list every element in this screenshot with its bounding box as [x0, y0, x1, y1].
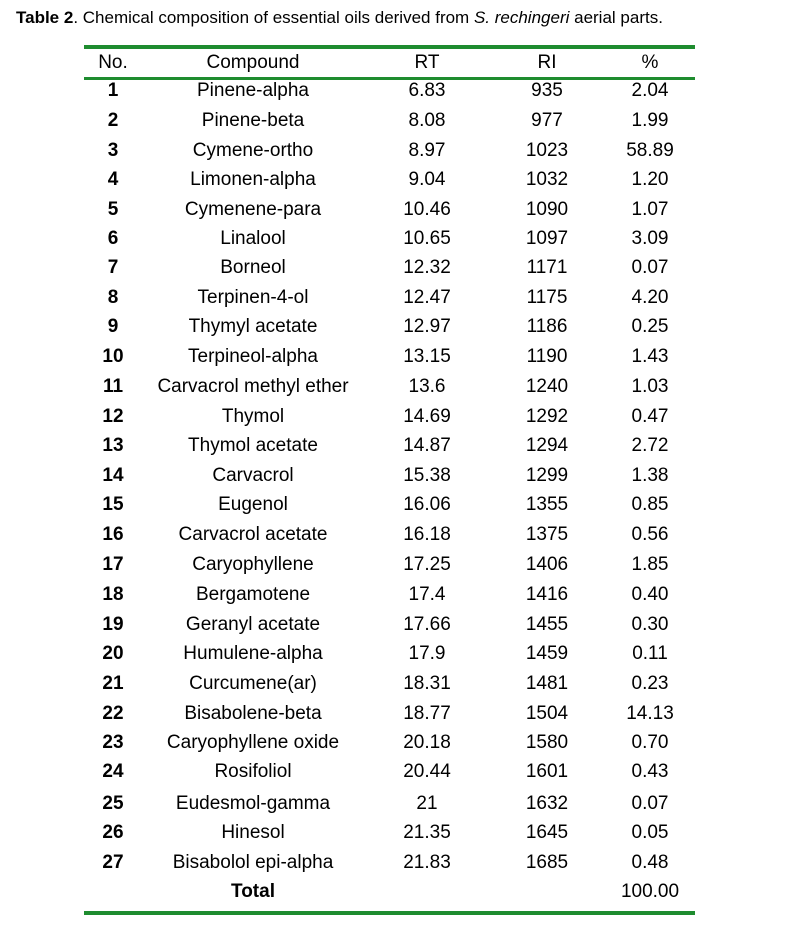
cell-ri: 1406	[525, 554, 569, 575]
cell-ri: 1023	[525, 140, 569, 161]
cell-compound: Pinene-beta	[201, 110, 305, 131]
cell-rt: 12.97	[403, 316, 451, 337]
cell-ri: 1601	[525, 761, 569, 782]
cell-ri: 1481	[525, 673, 569, 694]
cell-ri: 935	[531, 80, 563, 101]
cell-rt: 18.31	[403, 673, 451, 694]
cell-no: 19	[102, 614, 124, 635]
table-row	[84, 790, 695, 818]
cell-compound: Terpinen-4-ol	[197, 287, 309, 308]
cell-no: 22	[102, 703, 124, 724]
cell-no: 6	[107, 228, 119, 249]
cell-no: 10	[102, 346, 124, 367]
cell-compound: Carvacrol methyl ether	[157, 376, 349, 397]
cell-no: 18	[102, 584, 124, 605]
table-row	[84, 225, 695, 253]
cell-percent: 1.38	[631, 465, 669, 486]
table-row	[84, 611, 695, 639]
cell-compound: Thymyl acetate	[188, 316, 318, 337]
cell-ri: 1504	[525, 703, 569, 724]
cell-no: 2	[107, 110, 119, 131]
table-row	[84, 196, 695, 224]
cell-compound: Cymenene-para	[184, 199, 322, 220]
cell-percent: 2.04	[631, 80, 669, 101]
cell-no: 4	[107, 169, 119, 190]
table-row	[84, 254, 695, 282]
cell-percent: 4.20	[631, 287, 669, 308]
cell-ri: 1240	[525, 376, 569, 397]
table-row	[84, 313, 695, 341]
cell-compound: Hinesol	[221, 822, 285, 843]
cell-compound: Limonen-alpha	[190, 169, 316, 190]
cell-ri: 1632	[525, 793, 569, 814]
table-row	[84, 819, 695, 847]
cell-no: 26	[102, 822, 124, 843]
caption-text-after: aerial parts.	[569, 8, 663, 27]
cell-no: 12	[102, 406, 124, 427]
cell-ri: 1299	[525, 465, 569, 486]
cell-rt: 21	[416, 793, 438, 814]
cell-rt: 14.87	[403, 435, 451, 456]
cell-ri: 1090	[525, 199, 569, 220]
cell-ri: 1171	[526, 257, 568, 278]
cell-no: 5	[107, 199, 119, 220]
cell-percent: 0.70	[631, 732, 669, 753]
cell-ri: 1455	[525, 614, 569, 635]
cell-percent: 0.40	[631, 584, 669, 605]
cell-ri: 1032	[525, 169, 569, 190]
table-row	[84, 373, 695, 401]
cell-rt: 20.44	[403, 761, 451, 782]
caption-species: S. rechingeri	[473, 8, 570, 27]
cell-percent: 0.25	[631, 316, 669, 337]
cell-no: 1	[107, 80, 119, 101]
cell-no: 13	[102, 435, 124, 456]
table-row	[84, 729, 695, 757]
table-row	[84, 77, 695, 105]
table-row	[84, 403, 695, 431]
cell-ri: 1459	[525, 643, 569, 664]
header-no: No.	[98, 52, 128, 73]
cell-percent: 1.20	[631, 169, 669, 190]
cell-no: 3	[107, 140, 119, 161]
cell-percent: 0.85	[631, 494, 669, 515]
cell-no: 23	[102, 732, 124, 753]
cell-percent: 3.09	[631, 228, 669, 249]
cell-percent: 0.30	[631, 614, 669, 635]
cell-compound: Thymol	[221, 406, 285, 427]
cell-percent: 0.05	[631, 822, 669, 843]
table-caption	[16, 8, 663, 28]
cell-ri: 1175	[526, 287, 568, 308]
table-row	[84, 758, 695, 786]
cell-percent: 14.13	[626, 703, 674, 724]
cell-compound: Linalool	[220, 228, 286, 249]
cell-rt: 17.4	[408, 584, 446, 605]
cell-rt: 17.66	[403, 614, 451, 635]
table-row	[84, 343, 695, 371]
table-row	[84, 670, 695, 698]
caption-label: Table 2	[16, 8, 74, 27]
cell-no: 7	[107, 257, 119, 278]
cell-no: 24	[102, 761, 124, 782]
cell-ri: 1580	[525, 732, 569, 753]
cell-compound: Thymol acetate	[188, 435, 318, 456]
cell-ri: 1294	[525, 435, 569, 456]
cell-no: 14	[102, 465, 124, 486]
table-header-row	[84, 49, 695, 77]
cell-ri: 1186	[526, 316, 568, 337]
cell-percent: 1.43	[631, 346, 669, 367]
cell-no: 25	[102, 793, 124, 814]
table-row	[84, 284, 695, 312]
cell-percent: 1.85	[631, 554, 669, 575]
cell-percent: 0.48	[631, 852, 669, 873]
header-ri: RI	[537, 52, 557, 73]
cell-ri: 1292	[525, 406, 569, 427]
cell-ri: 1645	[525, 822, 569, 843]
cell-percent: 1.03	[631, 376, 669, 397]
cell-percent: 0.11	[632, 643, 668, 664]
cell-rt: 21.35	[403, 822, 451, 843]
header-compound: Compound	[206, 52, 300, 73]
cell-compound: Curcumene(ar)	[189, 673, 317, 694]
cell-no: 20	[102, 643, 124, 664]
header-rt: RT	[414, 52, 440, 73]
table-bottom-rule	[84, 911, 695, 915]
cell-rt: 15.38	[403, 465, 451, 486]
cell-percent: 1.07	[631, 199, 669, 220]
cell-percent: 0.23	[631, 673, 669, 694]
total-label: Total	[231, 881, 275, 902]
cell-compound: Bergamotene	[195, 584, 311, 605]
cell-rt: 17.9	[408, 643, 446, 664]
table-row	[84, 462, 695, 490]
total-percent: 100.00	[620, 881, 680, 902]
cell-percent: 0.07	[631, 257, 669, 278]
cell-rt: 10.65	[403, 228, 451, 249]
cell-rt: 14.69	[403, 406, 451, 427]
table-row	[84, 521, 695, 549]
cell-rt: 16.06	[403, 494, 451, 515]
cell-no: 21	[102, 673, 124, 694]
table-total-row	[84, 878, 695, 906]
cell-percent: 2.72	[631, 435, 669, 456]
table-row	[84, 107, 695, 135]
cell-rt: 17.25	[403, 554, 451, 575]
table-row	[84, 581, 695, 609]
table-row	[84, 849, 695, 877]
cell-percent: 1.99	[631, 110, 669, 131]
cell-ri: 1685	[525, 852, 569, 873]
table-row	[84, 640, 695, 668]
cell-percent: 0.43	[631, 761, 669, 782]
cell-percent: 58.89	[626, 140, 674, 161]
cell-compound: Bisabolene-beta	[184, 703, 322, 724]
cell-rt: 16.18	[403, 524, 451, 545]
cell-compound: Pinene-alpha	[197, 80, 309, 101]
table-row	[84, 166, 695, 194]
cell-compound: Cymene-ortho	[192, 140, 314, 161]
caption-text-before: . Chemical composition of essential oils derived from	[73, 8, 474, 27]
cell-compound: Carvacrol	[212, 465, 294, 486]
cell-percent: 0.47	[631, 406, 669, 427]
cell-no: 11	[102, 376, 124, 397]
table-row	[84, 551, 695, 579]
cell-compound: Caryophyllene oxide	[166, 732, 340, 753]
cell-percent: 0.56	[631, 524, 669, 545]
cell-no: 15	[102, 494, 124, 515]
cell-no: 17	[102, 554, 124, 575]
cell-rt: 13.15	[403, 346, 451, 367]
cell-ri: 1190	[526, 346, 568, 367]
cell-rt: 10.46	[403, 199, 451, 220]
cell-rt: 8.08	[408, 110, 446, 131]
cell-compound: Rosifoliol	[214, 761, 292, 782]
cell-no: 16	[102, 524, 124, 545]
cell-compound: Eudesmol-gamma	[175, 793, 331, 814]
cell-compound: Caryophyllene	[192, 554, 314, 575]
cell-rt: 21.83	[403, 852, 451, 873]
cell-ri: 1355	[525, 494, 569, 515]
cell-compound: Eugenol	[218, 494, 288, 515]
header-percent: %	[641, 52, 659, 73]
cell-compound: Bisabolol epi-alpha	[172, 852, 334, 873]
cell-ri: 1416	[525, 584, 569, 605]
cell-compound: Terpineol-alpha	[188, 346, 318, 367]
cell-no: 27	[102, 852, 124, 873]
cell-rt: 9.04	[408, 169, 446, 190]
cell-rt: 8.97	[408, 140, 446, 161]
table-row	[84, 700, 695, 728]
cell-rt: 6.83	[408, 80, 446, 101]
cell-ri: 977	[531, 110, 563, 131]
cell-compound: Humulene-alpha	[183, 643, 323, 664]
table-row	[84, 491, 695, 519]
cell-compound: Geranyl acetate	[185, 614, 321, 635]
cell-rt: 12.47	[403, 287, 451, 308]
cell-percent: 0.07	[631, 793, 669, 814]
cell-no: 8	[107, 287, 119, 308]
cell-compound: Borneol	[220, 257, 286, 278]
cell-rt: 13.6	[408, 376, 446, 397]
table-row	[84, 137, 695, 165]
table-row	[84, 432, 695, 460]
cell-rt: 18.77	[403, 703, 451, 724]
cell-rt: 12.32	[403, 257, 451, 278]
cell-ri: 1097	[525, 228, 569, 249]
cell-no: 9	[107, 316, 119, 337]
cell-compound: Carvacrol acetate	[178, 524, 328, 545]
cell-rt: 20.18	[403, 732, 451, 753]
cell-ri: 1375	[525, 524, 569, 545]
